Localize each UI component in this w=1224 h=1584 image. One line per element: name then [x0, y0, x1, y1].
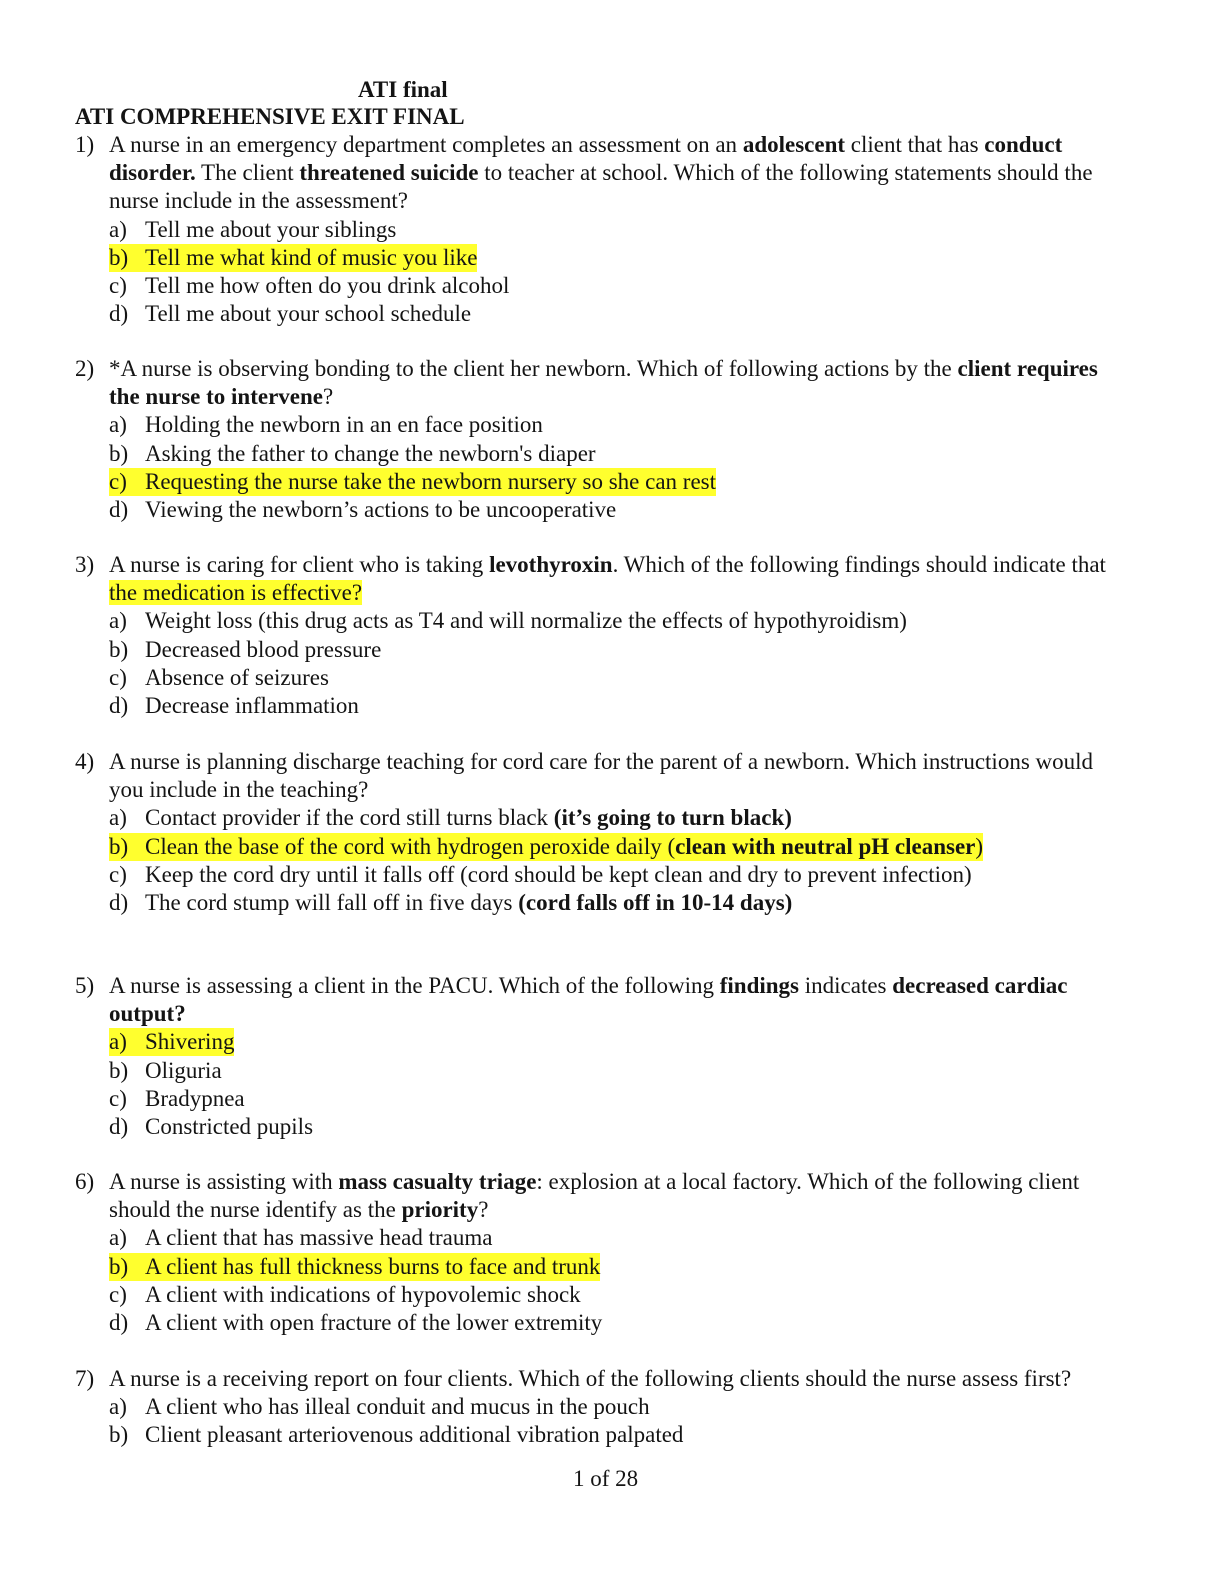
question-stem-line — [109, 355, 1098, 383]
question-stem-line — [109, 579, 362, 607]
text-run: ) — [975, 833, 984, 859]
option-text: Client pleasant arteriovenous additional vibration palpated — [145, 1422, 684, 1448]
answer-option — [109, 440, 596, 468]
question-number: 4) — [75, 749, 95, 774]
bold-text: adolescent — [742, 132, 846, 157]
text-run: nurse include in the assessment? — [109, 188, 408, 214]
text-run: . Which of the following findings should indicate that — [612, 552, 1106, 577]
option-letter: d) — [109, 1310, 129, 1335]
text-run: you include in the teaching? — [109, 777, 369, 803]
answer-option — [109, 1309, 602, 1337]
text-run: A nurse in an emergency department completes an assessment on an — [109, 132, 743, 157]
answer-option — [109, 1281, 581, 1309]
option-letter: b) — [109, 636, 129, 662]
option-letter: a) — [109, 412, 127, 438]
option-letter: a) — [109, 805, 127, 831]
text-run: : explosion at a local factory. Which of the following client — [536, 1169, 1080, 1194]
option-text: Constricted pupils — [145, 1114, 314, 1139]
bold-text: disorder. — [109, 160, 196, 186]
text-run: client that has — [845, 132, 985, 157]
text-run: The cord stump will fall off in five days — [145, 890, 519, 915]
text-run: indicates — [799, 973, 893, 998]
bold-text: clean with neutral pH cleanser — [675, 833, 976, 859]
answer-option — [109, 889, 792, 917]
bold-text: output? — [109, 1001, 186, 1027]
answer-option-highlighted — [109, 468, 716, 496]
answer-option — [109, 861, 972, 889]
option-text: Tell me how often do you drink alcohol — [145, 273, 510, 298]
option-letter: d) — [109, 890, 129, 915]
option-letter: a) — [109, 1394, 127, 1420]
option-text: Weight loss (this drug acts as T4 and will normalize the effects of hypothyroidism) — [145, 608, 907, 634]
question-stem-line — [109, 1000, 186, 1028]
option-text: A client with open fracture of the lower extremity — [145, 1310, 603, 1335]
option-text: A client has full thickness burns to face and trunk — [145, 1253, 601, 1279]
question-stem-line — [109, 551, 1106, 579]
option-text: Holding the newborn in an en face position — [145, 412, 543, 438]
option-text: Decrease inflammation — [145, 693, 359, 718]
option-text: A client with indications of hypovolemic shock — [145, 1281, 581, 1307]
answer-option-highlighted — [109, 833, 983, 861]
text-run: Contact provider if the cord still turns black — [145, 805, 554, 831]
text-run: should the nurse identify as the — [109, 1197, 402, 1223]
bold-text: threatened suicide — [299, 160, 479, 186]
answer-option-highlighted — [109, 244, 477, 272]
answer-option — [109, 1224, 492, 1252]
answer-option-highlighted — [109, 1253, 600, 1281]
option-letter: b) — [109, 1253, 129, 1279]
option-text: Tell me what kind of music you like — [145, 244, 478, 270]
option-letter: c) — [109, 1281, 127, 1307]
answer-option — [109, 607, 907, 635]
option-text: Decreased blood pressure — [145, 636, 382, 662]
document-subtitle: ATI COMPREHENSIVE EXIT FINAL — [75, 104, 465, 129]
answer-option-highlighted — [109, 1028, 234, 1056]
option-text: Oliguria — [145, 1057, 222, 1083]
text-run: Clean the base of the cord with hydrogen peroxide daily ( — [145, 833, 676, 859]
answer-option — [109, 1421, 683, 1449]
text-run: A nurse is assessing a client in the PACU. Which of the following — [109, 973, 720, 998]
option-letter: b) — [109, 440, 129, 466]
text-run: ? — [323, 384, 334, 410]
text-run: to teacher at school. Which of the following statements should the — [478, 160, 1093, 186]
question-number: 5) — [75, 973, 95, 998]
bold-text: decreased cardiac — [892, 973, 1068, 998]
question-number: 1) — [75, 132, 95, 157]
option-text: Requesting the nurse take the newborn nursery so she can rest — [145, 468, 717, 494]
question-number: 2) — [75, 356, 95, 381]
option-letter: b) — [109, 1422, 129, 1448]
answer-option — [109, 1113, 313, 1141]
option-letter: c) — [109, 664, 127, 690]
option-letter: c) — [109, 1085, 127, 1111]
question-stem-line — [109, 383, 333, 411]
option-letter: d) — [109, 1114, 129, 1139]
question-stem-line — [109, 1196, 488, 1224]
question-stem-line — [109, 776, 368, 804]
question-number: 3) — [75, 552, 95, 577]
text-run: the medication is effective? — [109, 580, 363, 606]
question-stem-line — [109, 131, 1062, 159]
text-run: *A nurse is observing bonding to the client her newborn. Which of following actions by the — [109, 356, 958, 381]
bold-text: client requires — [957, 356, 1098, 381]
answer-option — [109, 804, 792, 832]
option-letter: c) — [109, 468, 127, 494]
option-letter: a) — [109, 608, 127, 634]
bold-text: mass casualty triage — [338, 1169, 537, 1194]
bold-text: priority — [401, 1197, 479, 1223]
option-letter: c) — [109, 273, 127, 298]
option-letter: d) — [109, 497, 129, 522]
option-text: A client that has massive head trauma — [145, 1225, 493, 1251]
option-text: Asking the father to change the newborn's diaper — [145, 440, 596, 466]
option-letter: b) — [109, 244, 129, 270]
document-title: ATI final — [358, 77, 448, 102]
option-text: A client who has illeal conduit and mucus in the pouch — [145, 1394, 650, 1420]
question-stem-line — [109, 1168, 1079, 1196]
option-letter: a) — [109, 1029, 127, 1055]
question-number: 7) — [75, 1366, 95, 1391]
question-stem-line — [109, 1365, 1071, 1393]
answer-option — [109, 216, 396, 244]
question-stem-line — [109, 748, 1093, 776]
bold-text: (cord falls off in 10-14 days) — [518, 890, 793, 915]
option-letter: a) — [109, 216, 127, 242]
option-letter: b) — [109, 833, 129, 859]
text-run: A nurse is assisting with — [109, 1169, 339, 1194]
question-stem-line — [109, 187, 408, 215]
answer-option — [109, 1057, 222, 1085]
bold-text: (it’s going to turn black) — [553, 805, 792, 831]
answer-option — [109, 411, 543, 439]
option-text: Absence of seizures — [145, 664, 329, 690]
bold-text: findings — [719, 973, 799, 998]
option-text: Keep the cord dry until it falls off (cord should be kept clean and dry to prevent infection) — [145, 861, 972, 887]
bold-text: conduct — [984, 132, 1063, 157]
question-stem-line — [109, 972, 1067, 1000]
option-letter: c) — [109, 861, 127, 887]
answer-option — [109, 496, 616, 524]
answer-option — [109, 300, 471, 328]
option-text: Shivering — [145, 1029, 235, 1055]
question-stem-line — [109, 159, 1093, 187]
text-run: ? — [478, 1197, 489, 1223]
option-text: Tell me about your siblings — [145, 216, 397, 242]
option-text: Viewing the newborn’s actions to be uncooperative — [145, 497, 617, 522]
option-letter: d) — [109, 301, 129, 327]
answer-option — [109, 692, 359, 720]
option-text: Tell me about your school schedule — [145, 301, 472, 327]
text-run: A nurse is caring for client who is taking — [109, 552, 490, 577]
option-letter: b) — [109, 1057, 129, 1083]
answer-option — [109, 636, 381, 664]
answer-option — [109, 1085, 245, 1113]
text-run: A nurse is a receiving report on four clients. Which of the following clients should the nurse assess first? — [109, 1366, 1072, 1391]
question-number: 6) — [75, 1169, 95, 1194]
option-letter: a) — [109, 1225, 127, 1251]
answer-option — [109, 1393, 650, 1421]
answer-option — [109, 664, 329, 692]
page-number: 1 of 28 — [573, 1466, 639, 1491]
bold-text: levothyroxin — [489, 552, 613, 577]
option-letter: d) — [109, 693, 129, 718]
text-run: The client — [195, 160, 300, 186]
bold-text: the nurse to intervene — [109, 384, 323, 410]
text-run: A nurse is planning discharge teaching for cord care for the parent of a newborn. Which instructions would — [109, 749, 1094, 774]
option-text: Bradypnea — [145, 1085, 245, 1111]
answer-option — [109, 272, 509, 300]
